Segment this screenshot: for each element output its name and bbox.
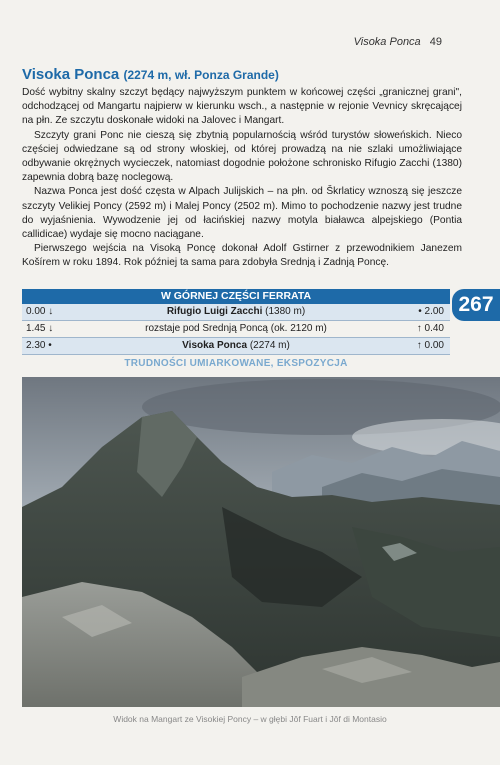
route-header: W GÓRNEJ CZĘŚCI FERRATA xyxy=(22,289,450,304)
difficulty-label: TRUDNOŚCI UMIARKOWANE, EKSPOZYCJA xyxy=(124,358,348,369)
paragraph: Nazwa Ponca jest dość częsta w Alpach Julijskich – na płn. od Škrlaticy wznoszą się jeszcze szczyty Velikiej Poncy (2592 m) i Malej Poncy (2502 m). Mimo to pochodzenie nazwy jest trudne do wyjaśnienia. Wywodzenie jej od łacińskiej nazwy motyla białawca alpejskiego (Pontia callidicae) wydaje się mocno naciągane. xyxy=(22,186,462,241)
paragraph: Szczyty grani Ponc nie cieszą się zbytnią popularnością wśród turystów słoweńskich. Nieco częściej odwiedzane są od strony włoskiej, od której prowadzą na nie szlaki umożliwiające odbywanie okrężnych wycieczek, natomiast dogodnie położone schronisko Rifugio Zacchi (1380) zapewnia dobrą bazę noclegową. xyxy=(22,129,462,184)
route-note: rozstaje pod Srednją Poncą (ok. 2120 m) xyxy=(145,323,327,334)
page-title xyxy=(22,66,462,83)
route-row xyxy=(22,338,450,355)
page-number: 49 xyxy=(429,36,442,48)
route-note: (2274 m) xyxy=(249,340,290,351)
route-note: (1380 m) xyxy=(265,306,306,317)
route-row xyxy=(22,321,450,338)
route-table xyxy=(22,289,450,369)
running-head xyxy=(354,36,442,48)
article-body xyxy=(22,86,462,271)
route-time: 2.30 • xyxy=(26,340,52,351)
running-head-title: Visoka Ponca xyxy=(353,36,421,48)
route-stop xyxy=(22,321,450,337)
route-return-time: ↑ 0.40 xyxy=(416,323,444,334)
route-place: Rifugio Luigi Zacchi xyxy=(166,306,263,317)
route-return-time: • 2.00 xyxy=(418,306,444,317)
mountain-photo-illustration xyxy=(22,377,500,707)
route-time: 0.00 ↓ xyxy=(26,306,54,317)
route-time: 1.45 ↓ xyxy=(26,323,54,334)
title-details: (2274 m, wł. Ponza Grande) xyxy=(123,68,279,82)
route-number-badge: 267 xyxy=(452,289,500,321)
mountain-photo xyxy=(22,377,500,707)
route-row xyxy=(22,304,450,321)
photo-caption: Widok na Mangart ze Visokiej Poncy – w głębi Jôf Fuart i Jôf di Montasio xyxy=(113,714,387,724)
paragraph: Pierwszego wejścia na Visoką Poncę dokonał Adolf Gstirner z przewodnikiem Janezem Košírem w roku 1894. Rok później ta sama para zdobyła Srednją i Zadnją Poncę. xyxy=(22,243,462,269)
route-place: Visoka Ponca xyxy=(182,340,248,351)
route-stop xyxy=(22,304,450,320)
route-stop xyxy=(22,338,450,354)
paragraph: Dość wybitny skalny szczyt będący najwyższym punktem w końcowej części „granicznej grani", odchodzącej od Mangartu najpierw w kierunku wsch., a następnie w rejonie Vevnicy skręcającej na płn. Ze szczytu doskonałe widoki na Jalovec i Mangart. xyxy=(22,87,462,127)
route-return-time: ↑ 0.00 xyxy=(416,340,444,351)
title-name: Visoka Ponca xyxy=(22,66,120,83)
